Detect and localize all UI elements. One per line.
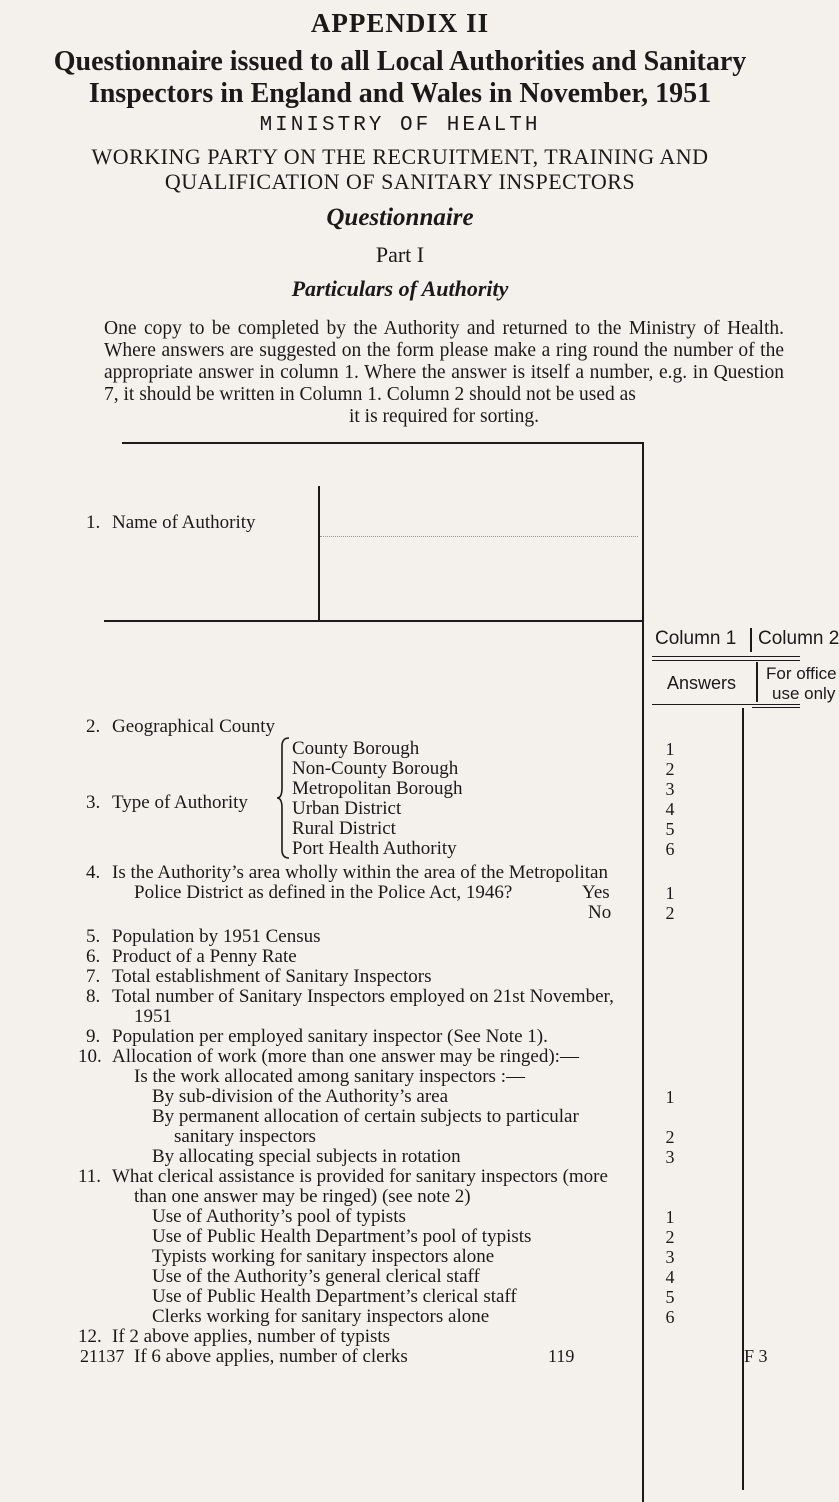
q11-option-1: Use of Authority’s pool of typists: [152, 1206, 406, 1227]
option-urban-district: Urban District: [292, 798, 402, 819]
answer-code[interactable]: 6: [665, 839, 675, 859]
q5-label: Population by 1951 Census: [112, 926, 321, 947]
q10-option-1: By sub-division of the Authority’s area: [152, 1086, 449, 1107]
q1-number: 1.: [86, 512, 101, 533]
q2-label: Geographical County: [112, 716, 276, 737]
answer-code[interactable]: 4: [665, 1267, 675, 1287]
option-non-county-borough: Non-County Borough: [292, 758, 459, 779]
answer-code[interactable]: 3: [665, 1147, 675, 1167]
answer-code[interactable]: 1: [665, 1087, 675, 1107]
column-1-left-line: [642, 442, 644, 1502]
option-port-health-authority: Port Health Authority: [292, 838, 457, 859]
answer-code[interactable]: 5: [665, 1287, 675, 1307]
ministry-heading: MINISTRY OF HEALTH: [259, 114, 541, 137]
column-2-header: Column 2: [758, 628, 839, 649]
q7-number: 7.: [86, 966, 101, 987]
q9-number: 9.: [86, 1026, 101, 1047]
q3-number: 3.: [86, 792, 101, 813]
q12-line-2: If 6 above applies, number of clerks: [134, 1346, 408, 1367]
answer-code[interactable]: 2: [665, 903, 675, 923]
title-line-1: Questionnaire issued to all Local Authorities and Sanitary: [53, 46, 747, 77]
q6-number: 6.: [86, 946, 101, 967]
answer-code[interactable]: 2: [665, 1127, 675, 1147]
signature-mark: F 3: [744, 1346, 768, 1366]
q11-option-5: Use of Public Health Department’s clerical staff: [152, 1286, 517, 1307]
answers-rule-2: [752, 707, 800, 708]
answers-header: Answers: [667, 673, 737, 693]
q4-line-2: Police District as defined in the Police Act, 1946?: [134, 882, 513, 903]
q4-number: 4.: [86, 862, 101, 883]
q10-option-2-cont: sanitary inspectors: [174, 1126, 316, 1147]
answers-rule: [652, 704, 800, 705]
option-county-borough: County Borough: [292, 738, 420, 759]
working-party-line-1: WORKING PARTY ON THE RECRUITMENT, TRAINING AND: [91, 144, 709, 169]
q7-label: Total establishment of Sanitary Inspectors: [112, 966, 432, 987]
q3-label: Type of Authority: [112, 792, 248, 813]
working-party-heading: [0, 144, 800, 194]
answers-divider: [756, 662, 758, 702]
q10-option-2: By permanent allocation of certain subjects to particular: [152, 1106, 579, 1127]
answer-code[interactable]: 1: [665, 739, 675, 759]
q11-number: 11.: [78, 1166, 102, 1187]
q10-number: 10.: [78, 1046, 102, 1067]
q11-line-2: than one answer may be ringed) (see note 2): [134, 1186, 471, 1207]
column-1-header: Column 1: [655, 628, 737, 649]
particulars-heading: Particulars of Authority: [291, 276, 509, 301]
type-brace-icon: [276, 736, 290, 860]
working-party-line-2: QUALIFICATION OF SANITARY INSPECTORS: [164, 169, 636, 194]
answer-code[interactable]: 1: [665, 1207, 675, 1227]
answer-code[interactable]: 3: [665, 779, 675, 799]
document-title: [0, 46, 800, 110]
answer-code[interactable]: 1: [665, 883, 675, 903]
part-heading: Part I: [375, 242, 425, 267]
office-use-header-1: For office: [766, 664, 837, 683]
answer-code[interactable]: 3: [665, 1247, 675, 1267]
questionnaire-heading: Questionnaire: [326, 204, 474, 231]
answer-code[interactable]: 5: [665, 819, 675, 839]
title-line-2: Inspectors in England and Wales in November, 1951: [88, 78, 712, 109]
q10-option-3: By allocating special subjects in rotation: [152, 1146, 461, 1167]
q6-label: Product of a Penny Rate: [112, 946, 297, 967]
answer-code[interactable]: 6: [665, 1307, 675, 1327]
q11-line-1: What clerical assistance is provided for sanitary inspectors (more: [112, 1166, 608, 1187]
appendix-heading: APPENDIX II: [310, 8, 490, 38]
office-use-header-2: use only: [772, 684, 836, 703]
q12-note-anchor: [134, 1326, 135, 1327]
q8-line-1: Total number of Sanitary Inspectors employed on 21st November,: [112, 986, 614, 1007]
q12-line-1: If 2 above applies, number of typists: [112, 1326, 391, 1347]
option-rural-district: Rural District: [292, 818, 396, 839]
column-header-rule: [652, 656, 800, 657]
q8-line-2: 1951: [134, 1006, 172, 1027]
column-header-rule-2: [652, 660, 800, 661]
q5-number: 5.: [86, 926, 101, 947]
column-2-left-line: [742, 708, 744, 1490]
q2-number: 2.: [86, 716, 101, 737]
q12-number: 12.: [78, 1326, 102, 1347]
instructions-last-line: it is required for sorting.: [348, 406, 540, 427]
answer-code[interactable]: 2: [665, 1227, 675, 1247]
name-box-bottom-rule: [104, 620, 644, 622]
q11-option-2: Use of Public Health Department’s pool of typists: [152, 1226, 532, 1247]
q11-option-4: Use of the Authority’s general clerical staff: [152, 1266, 480, 1287]
name-box-left-line: [318, 486, 320, 622]
option-metropolitan-borough: Metropolitan Borough: [292, 778, 463, 799]
q11-option-6: Clerks working for sanitary inspectors alone: [152, 1306, 490, 1327]
answer-code[interactable]: 4: [665, 799, 675, 819]
q11-option-3: Typists working for sanitary inspectors alone: [152, 1246, 495, 1267]
page-number: 119: [548, 1346, 575, 1366]
top-rule: [122, 442, 642, 444]
authority-name-field[interactable]: [320, 510, 638, 537]
q9-label: Population per employed sanitary inspector (See Note 1).: [112, 1026, 548, 1047]
q10-line-1: Allocation of work (more than one answer may be ringed):—: [112, 1046, 579, 1067]
q8-number: 8.: [86, 986, 101, 1007]
answer-code[interactable]: 2: [665, 759, 675, 779]
q10-line-2: Is the work allocated among sanitary inspectors :—: [134, 1066, 525, 1087]
q4-yes-label: Yes: [582, 882, 610, 903]
instructions-paragraph: [104, 318, 784, 428]
column-header-divider: [750, 628, 752, 652]
print-code: 21137: [80, 1346, 125, 1366]
q4-line-1: Is the Authority’s area wholly within the area of the Metropolitan: [112, 862, 608, 883]
q4-no-label: No: [588, 902, 612, 923]
instructions-text: One copy to be completed by the Authority and returned to the Ministry of Health. Where answers are suggested on the form please make a ring round the number of the appropriate answer in column 1. Where the answer is itself a number, e.g. in Question 7, it should be written in Column 1. Column 2 should not be used as: [104, 318, 784, 405]
q1-label: Name of Authority: [112, 512, 256, 533]
